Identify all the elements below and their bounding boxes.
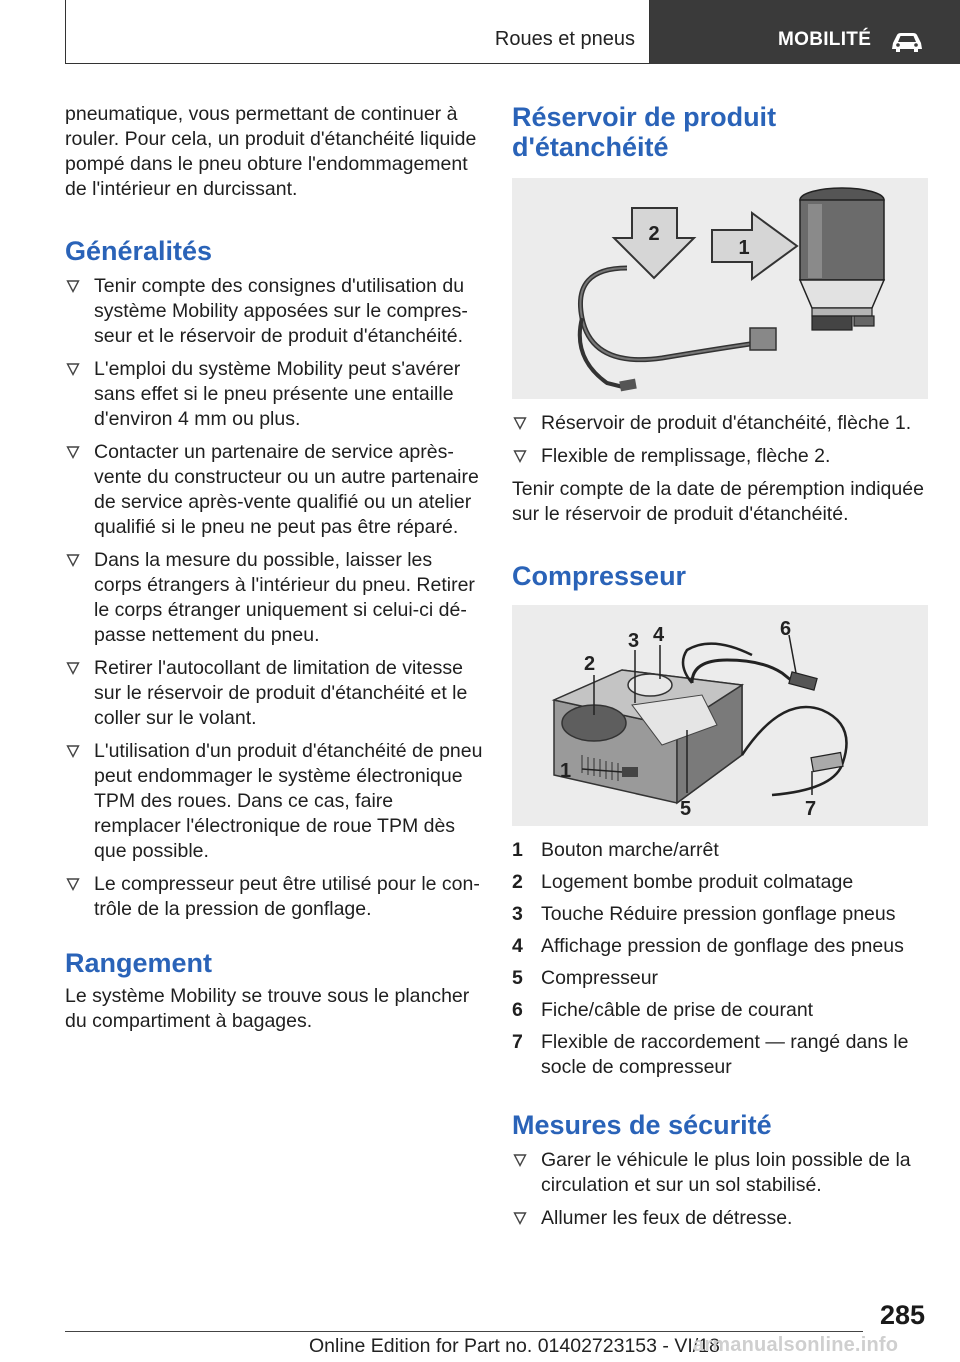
right-column <box>512 102 928 1231</box>
heading-compresseur: Compresseur <box>512 561 687 591</box>
reservoir-list <box>512 411 928 469</box>
bullet-triangle-icon <box>65 361 81 377</box>
heading-reservoir-line2: d'étanchéité <box>512 132 669 162</box>
reservoir-figure-label-1: 1 <box>738 237 750 259</box>
reservoir-figure-label-2: 2 <box>648 223 660 245</box>
heading-securite: Mesures de sécurité <box>512 1110 772 1140</box>
compressor-figure <box>512 605 928 826</box>
generalites-bullet-text: Dans la mesure du possible, laisser les corps étrangers à l'intérieur du pneu. Retirer le corps étranger uniquement si celui-ci dé‐passe nettement du pneu. <box>94 549 475 646</box>
generalites-bullet-text: Le compresseur peut être utilisé pour le con‐trôle de la pression de gonflage. <box>94 873 480 920</box>
generalites-list <box>65 274 483 922</box>
compressor-part-label: Touche Réduire pression gonflage pneus <box>541 903 896 925</box>
bullet-triangle-icon <box>65 876 81 892</box>
generalites-bullet-item <box>65 357 483 432</box>
securite-bullet-item <box>512 1206 928 1231</box>
compressor-part-number: 3 <box>512 903 523 925</box>
reservoir-bullet-item <box>512 444 928 469</box>
reservoir-bullet-item <box>512 411 928 436</box>
compressor-part-label: Fiche/câble de prise de courant <box>541 999 814 1021</box>
compressor-label-3: 3 <box>628 630 640 652</box>
left-column <box>65 102 483 1034</box>
reservoir-bullet-text: Flexible de remplissage, flèche 2. <box>541 445 831 467</box>
intro-paragraph: pneumatique, vous permettant de continuer à rouler. Pour cela, un produit d'étanchéité liquide pompé dans le pneu obture l'endommagement de l'intérieur en durcissant. <box>65 103 477 200</box>
heading-rangement: Rangement <box>65 948 213 978</box>
footer-watermark: armanualsonline.info <box>693 1334 899 1356</box>
compressor-part-label: Bouton marche/arrêt <box>541 839 719 861</box>
generalites-bullet-text: L'utilisation d'un produit d'étanchéité de pneu peut endommager le système électronique TPM des roues. Dans ce cas, faire remplacer l'électronique de roue TPM dès que possible. <box>94 740 483 862</box>
bullet-triangle-icon <box>512 1210 528 1226</box>
page-number: 285 <box>880 1300 926 1330</box>
compressor-part-number: 2 <box>512 871 523 893</box>
compressor-part-label: Flexible de raccordement — rangé dans le socle de compresseur <box>541 1031 909 1078</box>
car-icon <box>890 31 924 53</box>
bullet-triangle-icon <box>65 552 81 568</box>
compressor-part-number: 6 <box>512 999 523 1021</box>
compressor-label-1: 1 <box>560 760 572 782</box>
generalites-bullet-text: Retirer l'autocollant de limitation de vitesse sur le réservoir de produit d'étanchéité et le coller sur le volant. <box>94 657 468 729</box>
compressor-part-label: Compresseur <box>541 967 659 989</box>
compressor-label-5: 5 <box>680 798 692 820</box>
generalites-bullet-item <box>65 274 483 349</box>
bullet-triangle-icon <box>65 743 81 759</box>
bullet-triangle-icon <box>512 1152 528 1168</box>
bullet-triangle-icon <box>512 415 528 431</box>
generalites-bullet-text: Contacter un partenaire de service après-vente du constructeur ou un autre partenaire de service après-vente qualifié ou un atelier qualifié si le pneu ne peut pas être réparé. <box>94 441 479 538</box>
compressor-part-label: Logement bombe produit colmatage <box>541 871 854 893</box>
bullet-triangle-icon <box>512 448 528 464</box>
compressor-part-number: 4 <box>512 935 523 957</box>
compressor-label-4: 4 <box>653 624 665 646</box>
compressor-part-item <box>512 870 928 895</box>
heading-reservoir-line1: Réservoir de produit <box>512 102 777 132</box>
generalites-bullet-item <box>65 440 483 540</box>
compressor-part-number: 5 <box>512 967 523 989</box>
bullet-triangle-icon <box>65 444 81 460</box>
bullet-triangle-icon <box>65 660 81 676</box>
generalites-bullet-item <box>65 656 483 731</box>
reservoir-illustration <box>512 178 928 399</box>
header-chapter-title: MOBILITÉ <box>778 29 872 50</box>
compressor-label-7: 7 <box>805 798 817 820</box>
compressor-label-6: 6 <box>780 618 792 640</box>
compressor-part-item <box>512 838 928 863</box>
compressor-label-2: 2 <box>584 653 596 675</box>
reservoir-bullet-text: Réservoir de produit d'étanchéité, flèche 1. <box>541 412 912 434</box>
compressor-part-item <box>512 934 928 959</box>
reservoir-paragraph: Tenir compte de la date de péremption indiquée sur le réservoir de produit d'étanchéité. <box>512 478 924 525</box>
heading-reservoir <box>512 102 928 162</box>
compressor-part-item <box>512 998 928 1023</box>
compressor-part-number: 1 <box>512 839 523 861</box>
header-section-box <box>65 0 650 64</box>
heading-generalites: Généralités <box>65 236 213 266</box>
securite-bullet-text: Allumer les feux de détresse. <box>541 1207 793 1229</box>
compressor-part-item <box>512 1030 928 1080</box>
compressor-part-label: Affichage pression de gonflage des pneus <box>541 935 904 957</box>
bullet-triangle-icon <box>65 278 81 294</box>
securite-list <box>512 1148 928 1231</box>
header-section-title: Roues et pneus <box>494 28 635 50</box>
compressor-illustration <box>512 605 928 826</box>
footer-edition: Online Edition for Part no. 01402723153 - VI/18 <box>309 1335 720 1357</box>
rangement-paragraph: Le système Mobility se trouve sous le plancher du compartiment à bagages. <box>65 985 470 1032</box>
compressor-part-item <box>512 966 928 991</box>
footer-rule <box>65 1331 863 1332</box>
securite-bullet-item <box>512 1148 928 1198</box>
compressor-part-number: 7 <box>512 1031 523 1053</box>
generalites-bullet-text: Tenir compte des consignes d'utilisation du système Mobility apposées sur le compres‐seur et le réservoir de produit d'étanchéité. <box>94 275 468 347</box>
generalites-bullet-item <box>65 548 483 648</box>
securite-bullet-text: Garer le véhicule le plus loin possible de la circulation et sur un sol stabilisé. <box>541 1149 911 1196</box>
compressor-parts-list <box>512 838 928 1080</box>
generalites-bullet-item <box>65 739 483 864</box>
generalites-bullet-text: L'emploi du système Mobility peut s'avérer sans effet si le pneu présente une entaille d'environ 4 mm ou plus. <box>94 358 461 430</box>
header-chapter-box <box>650 0 960 64</box>
reservoir-figure <box>512 178 928 399</box>
compressor-part-item <box>512 902 928 927</box>
generalites-bullet-item <box>65 872 483 922</box>
